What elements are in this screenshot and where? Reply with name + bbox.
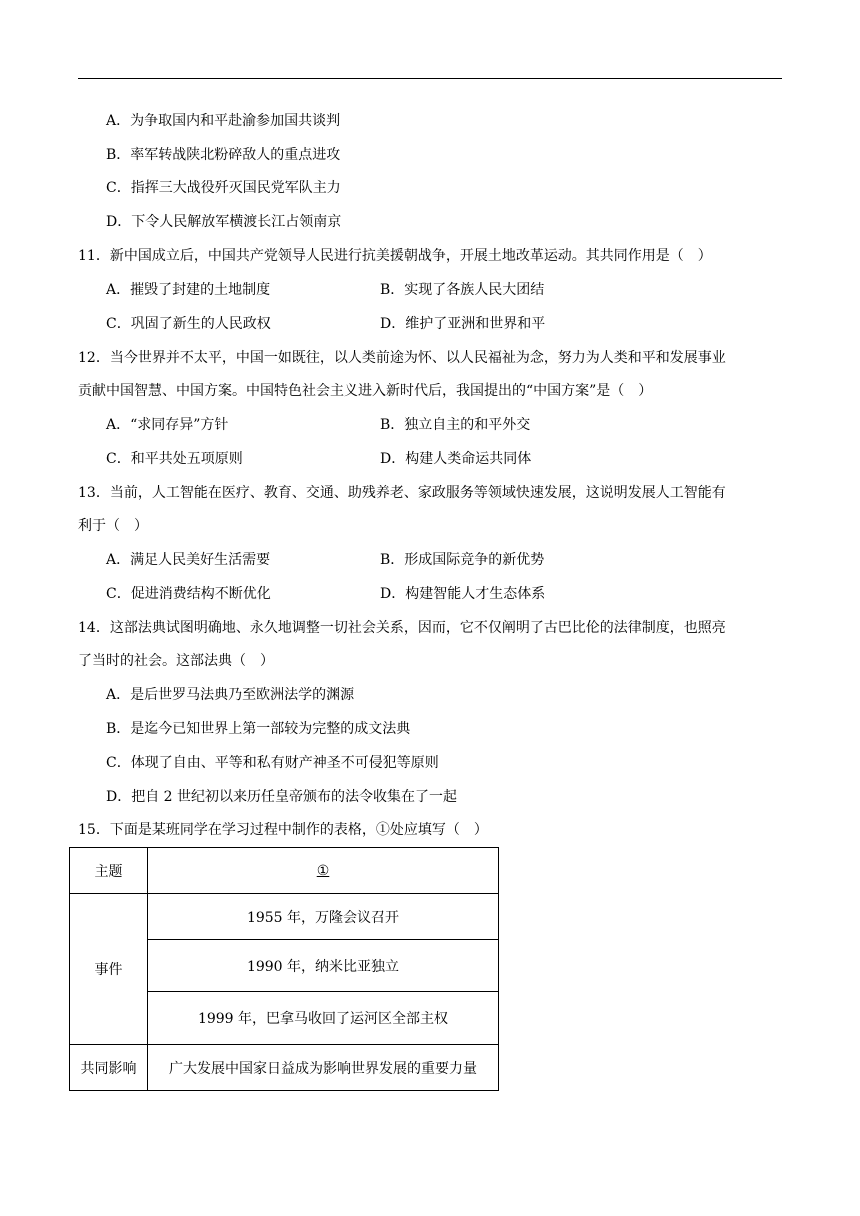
q11-option-d[interactable]: D．维护了亚洲和世界和平 — [380, 316, 546, 332]
table-row — [70, 848, 499, 894]
theme-label-cell: 主题 — [70, 848, 148, 894]
q13-option-c[interactable]: C．促进消费结构不断优化 — [106, 586, 271, 602]
q13-option-b[interactable]: B．形成国际竞争的新优势 — [380, 552, 545, 568]
q13-stem-line1: 13．当前，人工智能在医疗、教育、交通、助残养老、家政服务等领域快速发展，这说明发展人工智能有 — [78, 485, 726, 501]
q13-option-a[interactable]: A．满足人民美好生活需要 — [106, 552, 271, 568]
q14-stem-line1: 14．这部法典试图明确地、永久地调整一切社会关系，因而，它不仅阐明了古巴比伦的法律制度，也照亮 — [78, 620, 726, 636]
q10-option-b[interactable]: B．率军转战陕北粉碎敌人的重点进攻 — [106, 147, 341, 163]
q11-option-b[interactable]: B．实现了各族人民大团结 — [380, 282, 545, 298]
blank-marker: ① — [316, 862, 330, 879]
event-cell: 1990 年，纳米比亚独立 — [148, 940, 499, 992]
q12-option-d[interactable]: D．构建人类命运共同体 — [380, 451, 532, 467]
impact-label-cell: 共同影响 — [70, 1045, 148, 1091]
q14-option-a[interactable]: A．是后世罗马法典乃至欧洲法学的渊源 — [106, 687, 355, 703]
impact-value-cell: 广大发展中国家日益成为影响世界发展的重要力量 — [148, 1045, 499, 1091]
theme-value-cell — [148, 848, 499, 894]
q14-stem-line2: 了当时的社会。这部法典（ ） — [78, 653, 274, 669]
event-cell: 1999 年，巴拿马收回了运河区全部主权 — [148, 992, 499, 1045]
q15-stem: 15．下面是某班同学在学习过程中制作的表格，①处应填写（ ） — [78, 822, 488, 838]
events-label-cell: 事件 — [70, 894, 148, 1045]
q12-option-b[interactable]: B．独立自主的和平外交 — [380, 417, 531, 433]
q12-option-c[interactable]: C．和平共处五项原则 — [106, 451, 243, 467]
q14-option-b[interactable]: B．是迄今已知世界上第一部较为完整的成文法典 — [106, 721, 411, 737]
q12-option-a[interactable]: A．“求同存异”方针 — [106, 417, 229, 433]
q10-option-a[interactable]: A．为争取国内和平赴渝参加国共谈判 — [106, 113, 341, 129]
table-row — [70, 1045, 499, 1091]
header-rule — [78, 78, 782, 79]
q10-option-d[interactable]: D．下令人民解放军横渡长江占领南京 — [106, 214, 342, 230]
q15-table — [69, 847, 499, 1091]
q14-option-d[interactable]: D．把自 2 世纪初以来历任皇帝颁布的法令收集在了一起 — [106, 789, 458, 805]
q12-stem-line2: 贡献中国智慧、中国方案。中国特色社会主义进入新时代后，我国提出的“中国方案”是（ ） — [78, 383, 653, 399]
q11-option-c[interactable]: C．巩固了新生的人民政权 — [106, 316, 271, 332]
q11-stem: 11．新中国成立后，中国共产党领导人民进行抗美援朝战争，开展土地改革运动。其共同作用是（ ） — [78, 248, 712, 264]
q11-option-a[interactable]: A．摧毁了封建的土地制度 — [106, 282, 271, 298]
q10-option-c[interactable]: C．指挥三大战役歼灭国民党军队主力 — [106, 180, 341, 196]
q12-stem-line1: 12．当今世界并不太平，中国一如既往，以人类前途为怀、以人民福祉为念，努力为人类和平和发展事业 — [78, 350, 726, 366]
q14-option-c[interactable]: C．体现了自由、平等和私有财产神圣不可侵犯等原则 — [106, 755, 439, 771]
q13-option-d[interactable]: D．构建智能人才生态体系 — [380, 586, 546, 602]
event-cell: 1955 年，万隆会议召开 — [148, 894, 499, 940]
table-row — [70, 894, 499, 940]
q13-stem-line2: 利于（ ） — [78, 518, 148, 534]
